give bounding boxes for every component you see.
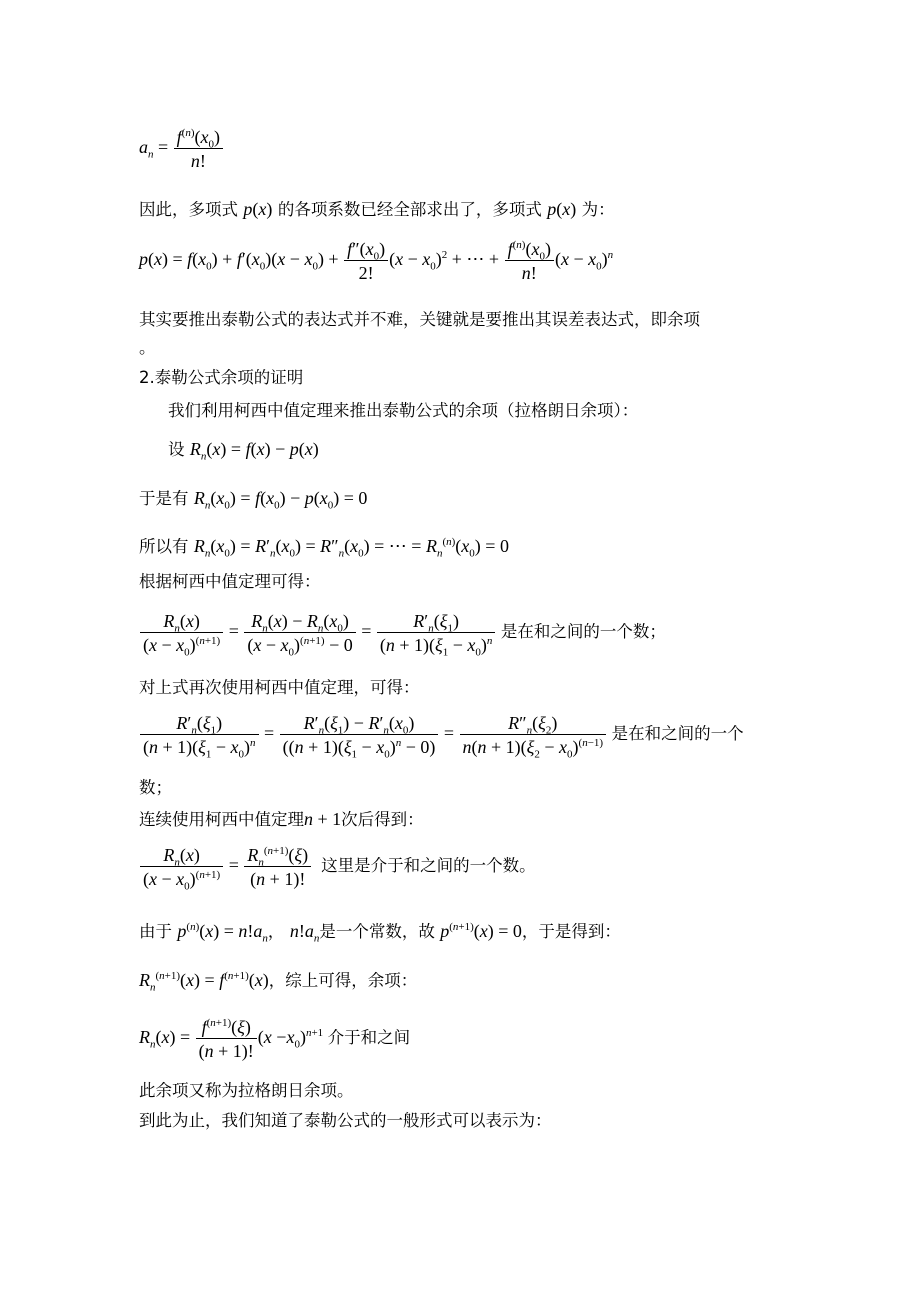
- paragraph-repeat: 连续使用柯西中值定理n + 1次后得到：: [139, 809, 424, 829]
- section-heading: 2.泰勒公式余项的证明: [139, 368, 304, 387]
- paragraph-remark: 其实要推出泰勒公式的表达式并不难，关键就是要推出其误差表达式，即余项: [139, 310, 700, 329]
- formula-cauchy-second: $\frac{R'_n(\xi_1)}{(n + 1)(\xi_1 - x_0)^n}$ = $\frac{R'_n(\xi_1) - R'_n(x_0)}{((n + 1)(\xi_1 - x_0)^n - 0)}$ = $\frac{R''_n(\xi_2)}{n(n + 1)(\xi_2 - x_0)^{(n-1)}}$ 是在和之间的一个: [139, 714, 744, 756]
- formula-remainder-derivatives: 所以有 $R_n(x_0) = R'_n(x_0) = R''_n(x_0)$ = ⋯ = $R_n^{(n)}(x_0) = 0$: [139, 536, 509, 560]
- paragraph-lagrange: 此余项又称为拉格朗日余项。: [139, 1081, 354, 1100]
- paragraph-since: 由于 $p^{(n)}(x) = n!a_n$， $n!a_n$是一个常数，故 $p^{(n+1)}(x) = 0$，于是得到：: [139, 921, 621, 945]
- formula-taylor-polynomial: $p(x) = f(x_0) + f'(x_0)(x - x_0)$ + $\frac{f''(x_0)}{2!}$ $(x - x_0)^2$ + ⋯ + $\frac{f^{(n)}(x_0)}{n!}$ $(x - x_0)^n$: [139, 239, 614, 283]
- paragraph-cauchy: 根据柯西中值定理可得：: [139, 572, 321, 591]
- paragraph-again-end: 数；: [139, 778, 172, 797]
- paragraph-again: 对上式再次使用柯西中值定理，可得：: [139, 678, 420, 697]
- formula-lagrange-remainder: $R_n(x)$ = $\frac{f^{(n+1)}(\xi)}{(n + 1)!}$ $(x -x_0)^{n+1}$ 介于和之间: [139, 1017, 411, 1061]
- formula-cauchy-first: $\frac{R_n(x)}{(x - x_0)^{(n+1)}}$ = $\frac{R_n(x) - R_n(x_0)}{(x - x_0)^{(n+1)} - 0}$ = $\frac{R'_n(\xi_1)}{(n + 1)(\xi_1 - x_0)^n}$ 是在和之间的一个数；: [139, 612, 666, 654]
- paragraph-method: 我们利用柯西中值定理来推出泰勒公式的余项（拉格朗日余项）：: [168, 401, 639, 420]
- formula-coefficient: $a_n$ = $\frac{f^{(n)}(x_0)}{n!}$: [139, 128, 224, 170]
- formula-remainder-definition: 设 $R_n(x) = f(x) - p(x)$: [168, 439, 319, 463]
- paragraph-intro: 因此，多项式 p(x) 的各项系数已经全部求出了，多项式 p(x) 为：: [139, 199, 615, 219]
- paragraph-combine: $R_n^{(n+1)}(x) = f^{(n+1)}(x)$，综上可得，余项：: [139, 970, 418, 994]
- paragraph-conclusion: 到此为止，我们知道了泰勒公式的一般形式可以表示为：: [139, 1111, 552, 1130]
- formula-cauchy-result: $\frac{R_n(x)}{(x - x_0)^{(n+1)}}$ = $\frac{R_n^{(n+1)}(\xi)}{(n + 1)!}$ 这里是介于和之间的一个数。: [139, 846, 536, 888]
- paragraph-remark-end: 。: [139, 338, 156, 357]
- formula-remainder-at-x0: 于是有 $R_n(x_0) = f(x_0) - p(x_0) = 0$: [139, 488, 368, 512]
